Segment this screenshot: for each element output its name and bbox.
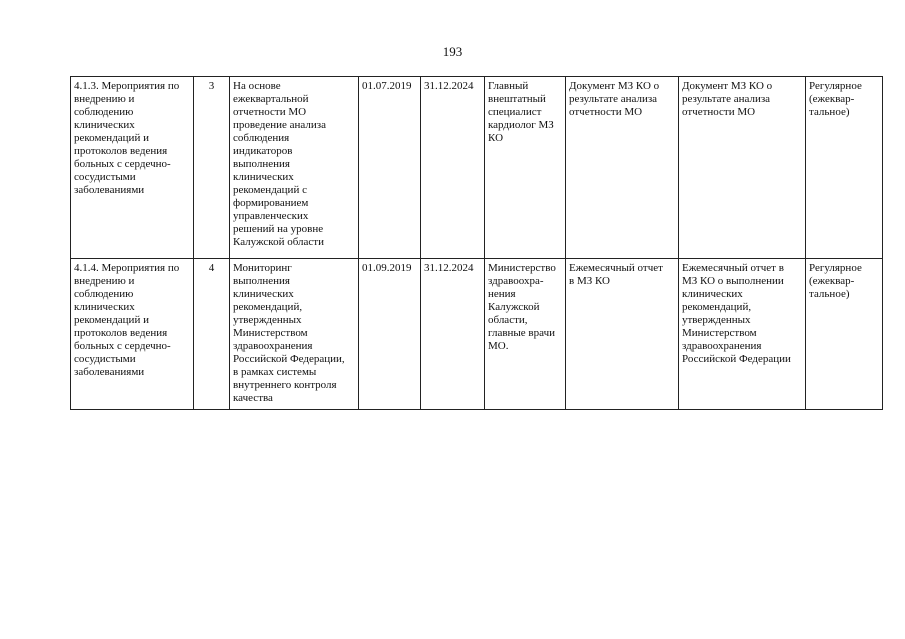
page-number: 193 bbox=[442, 44, 463, 59]
end-date-cell bbox=[421, 259, 485, 410]
description-text: Мониторинг выполнения клинических рекомендаций, утвержденных Министерством здравоохранения Российской Федерации, в рамках системы внутреннего контроля качества bbox=[233, 262, 345, 404]
start-date: 01.09.2019 bbox=[362, 262, 412, 274]
action-plan-table bbox=[70, 76, 883, 410]
document-text: Ежемесячный отчет в МЗ КО bbox=[569, 262, 663, 287]
event-text: 4.1.3. Мероприятия по внедрению и соблюдению клинических рекомендаций и протоколов ведения больных с сердечно- сосудистыми заболеваниями bbox=[74, 80, 180, 196]
table-row bbox=[71, 259, 883, 410]
table-row bbox=[71, 77, 883, 259]
responsible-text: Главный внештатный специалист кардиолог МЗ КО bbox=[488, 80, 554, 144]
responsible-cell bbox=[485, 77, 566, 259]
document-cell bbox=[566, 259, 679, 410]
number-cell bbox=[194, 77, 230, 259]
end-date-cell bbox=[421, 77, 485, 259]
event-text: 4.1.4. Мероприятия по внедрению и соблюдению клинических рекомендаций и протоколов ведения больных с сердечно- сосудистыми заболеваниями bbox=[74, 262, 180, 378]
number-cell bbox=[194, 259, 230, 410]
description-cell bbox=[230, 259, 359, 410]
end-date: 31.12.2024 bbox=[424, 80, 474, 92]
end-date: 31.12.2024 bbox=[424, 262, 474, 274]
frequency-cell bbox=[806, 259, 883, 410]
event-cell bbox=[71, 259, 194, 410]
result-text: Ежемесячный отчет в МЗ КО о выполнении клинических рекомендаций, утвержденных Министерством здравоохранения Российской Федерации bbox=[682, 262, 791, 365]
start-date-cell bbox=[359, 259, 421, 410]
result-cell bbox=[679, 259, 806, 410]
row-number: 3 bbox=[208, 80, 215, 92]
event-cell bbox=[71, 77, 194, 259]
frequency-text: Регулярное (ежеквар- тальное) bbox=[809, 80, 862, 118]
responsible-text: Министерство здравоохра- нения Калужской области, главные врачи МО. bbox=[488, 262, 556, 352]
document-text: Документ МЗ КО о результате анализа отчетности МО bbox=[569, 80, 660, 118]
start-date-cell bbox=[359, 77, 421, 259]
result-text: Документ МЗ КО о результате анализа отчетности МО bbox=[682, 80, 773, 118]
responsible-cell bbox=[485, 259, 566, 410]
result-cell bbox=[679, 77, 806, 259]
frequency-cell bbox=[806, 77, 883, 259]
description-text: На основе ежеквартальной отчетности МО проведение анализа соблюдения индикаторов выполнения клинических рекомендаций с формированием управленческих решений на уровне Калужской области bbox=[233, 80, 326, 248]
frequency-text: Регулярное (ежеквар- тальное) bbox=[809, 262, 862, 300]
row-number: 4 bbox=[208, 262, 215, 274]
description-cell bbox=[230, 77, 359, 259]
start-date: 01.07.2019 bbox=[362, 80, 412, 92]
document-cell bbox=[566, 77, 679, 259]
